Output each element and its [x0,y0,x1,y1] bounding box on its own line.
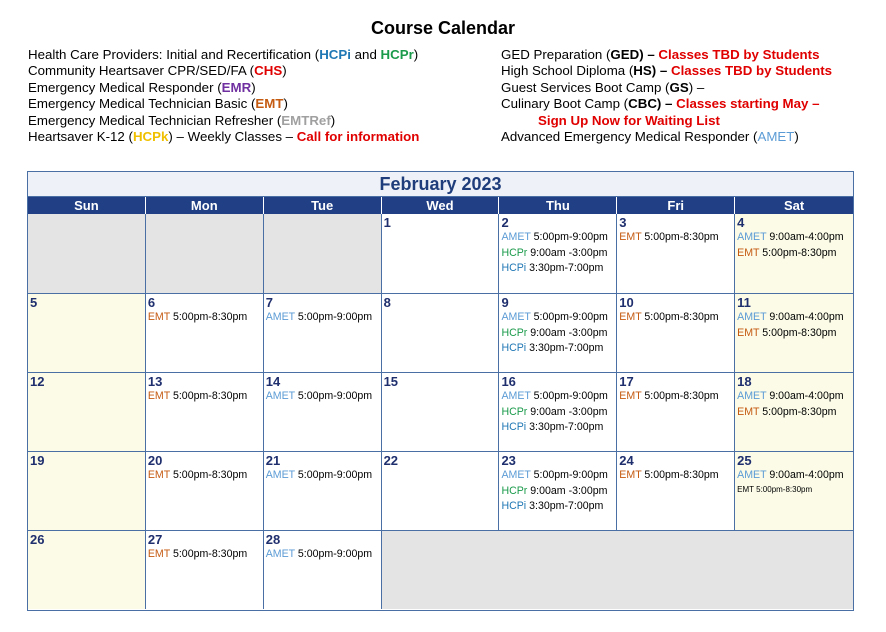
class-event [619,310,732,326]
class-event [737,468,851,484]
class-time: 5:00pm-9:00pm [294,311,373,323]
legend-item: Community Heartsaver CPR/SED/FA (CHS) [28,63,287,79]
legend-item: High School Diploma (HS) – Classes TBD by Students [501,63,833,79]
calendar-day [617,452,735,530]
calendar-day [264,214,382,293]
class-time: 5:00pm-8:30pm [759,246,837,259]
class-time: 5:00pm-8:30pm [759,326,837,339]
course-code: EMT [147,311,171,323]
calendar-day [617,294,735,372]
course-code: GED [610,47,640,62]
calendar-day [499,373,617,451]
class-time: 5:00pm-9:00pm [530,469,608,481]
calendar-week [28,451,853,530]
day-number: 10 [619,295,634,310]
day-number: 20 [147,453,163,468]
class-event [266,310,379,326]
course-code: EMT [737,246,760,259]
calendar-day [735,452,853,530]
class-time: 9:00am-4:00pm [766,311,844,323]
month-title: February 2023 [28,172,853,197]
course-code: AMET [501,469,531,481]
weekday-label: Wed [382,197,500,214]
class-event [501,405,614,421]
class-event [737,230,851,246]
day-number: 14 [265,374,281,389]
course-code: AMET [501,231,531,243]
calendar-day [28,214,146,293]
class-event [501,484,614,500]
calendar-day [382,373,500,451]
weekday-label: Tue [264,197,382,214]
class-event [266,389,379,405]
course-code: AMET [265,548,295,560]
calendar-day [499,214,617,293]
day-number: 11 [737,295,751,310]
class-event [501,230,614,246]
calendar-day [499,294,617,372]
course-code: AMET [265,390,295,402]
course-code: EMT [619,231,642,243]
legend-note: Call for information [296,128,420,144]
legend-note: Sign Up Now for Waiting List [538,112,720,128]
weekday-label: Sun [28,197,146,214]
course-code: HCPi [501,421,527,434]
calendar-week [28,372,853,451]
legend-item: Advanced Emergency Medical Responder (AMET) [501,128,799,144]
class-time: 5:00pm-8:30pm [170,469,248,481]
class-event [501,326,614,342]
class-event [619,468,732,484]
calendar-day [735,294,853,372]
class-event [501,310,614,326]
calendar-day [382,214,500,293]
course-code: EMT [255,96,284,112]
class-event [737,405,851,421]
class-time: 5:00pm-8:30pm [641,390,719,402]
day-number: 7 [265,295,273,310]
course-code: EMR [221,79,252,95]
course-code: AMET [737,311,767,323]
course-code: CHS [254,63,283,79]
class-event [501,499,614,515]
class-time: 9:00am-4:00pm [766,469,844,481]
legend-item: Emergency Medical Technician Refresher (EMTRef) [28,112,336,128]
legend-item: Guest Services Boot Camp (GS) – [501,79,705,95]
legend-item: Heartsaver K-12 (HCPk) – Weekly Classes – Call for information [28,128,420,144]
class-event [148,310,261,326]
day-number: 6 [147,295,156,310]
weekday-label: Sat [783,198,805,213]
course-code: EMT [737,326,760,339]
class-time: 5:00pm-9:00pm [530,231,608,243]
calendar-day [28,531,146,609]
class-time: 5:00pm-8:30pm [641,469,719,481]
legend-item: Culinary Boot Camp (CBC) – Classes starting May – [501,96,820,112]
calendar-day [146,214,264,293]
calendar-day [617,373,735,451]
class-event [266,547,379,563]
calendar-day [382,452,500,530]
class-time: 9:00am -3:00pm [527,405,608,418]
course-code: GS [669,79,689,95]
class-time: 9:00am -3:00pm [527,484,608,497]
weekday-label: Fri [617,197,735,214]
class-event [148,389,261,405]
day-number: 17 [619,374,634,389]
class-time: 5:00pm-8:30pm [641,311,719,323]
course-code: EMT [619,469,642,481]
class-time: 5:00pm-9:00pm [530,390,608,402]
course-code: HCPi [501,262,527,275]
class-time: 5:00pm-9:00pm [530,311,608,323]
course-code: HCPr [501,326,528,339]
class-time: 3:30pm-7:00pm [526,342,604,355]
course-code: EMT [619,390,642,402]
legend-item: Emergency Medical Technician Basic (EMT) [28,96,288,112]
legend-item [501,113,832,129]
day-number: 28 [265,532,281,547]
class-event [737,389,851,405]
calendar-day [28,452,146,530]
legend-left [28,47,419,145]
course-code: EMT [147,548,171,560]
day-number: 21 [265,453,281,468]
class-time: 5:00pm-8:30pm [641,231,719,243]
course-code: HCPr [501,405,528,418]
class-time: 5:00pm-8:30pm [759,405,837,418]
day-number: 9 [501,295,509,310]
class-event [148,468,261,484]
course-code: HCPr [501,484,528,497]
class-event [501,261,614,277]
course-code: AMET [501,390,531,402]
calendar-day [146,531,264,609]
day-number: 12 [30,374,45,389]
day-number: 26 [30,532,45,547]
calendar-week [28,293,853,372]
calendar-day [264,294,382,372]
calendar-day [499,452,617,530]
calendar-day [382,294,500,372]
class-event [737,246,851,262]
calendar-blank [382,531,853,609]
course-code: HCPi [501,500,527,513]
legend-item: Emergency Medical Responder (EMR) [28,79,256,95]
course-code: EMTRef [281,112,331,128]
class-time: 5:00pm-8:30pm [170,390,248,402]
day-number: 24 [619,453,634,468]
class-time: 5:00pm-9:00pm [294,548,373,560]
day-number: 18 [737,374,752,389]
course-code: EMT [147,469,171,481]
calendar-week [28,530,853,609]
course-code: AMET [501,311,531,323]
day-number: 23 [501,453,516,468]
class-event [619,389,732,405]
calendar-day [735,373,853,451]
course-code: HS [633,63,652,79]
course-code: EMT [147,390,171,402]
class-event [737,310,851,326]
legend-right [501,47,832,145]
class-event [619,230,732,246]
calendar-day [735,214,853,293]
calendar-day [146,452,264,530]
class-event [501,341,614,357]
course-code: AMET [737,390,767,402]
course-code: HCPr [380,47,414,62]
course-code: HCPi [319,47,351,62]
course-code: HCPr [501,246,528,259]
class-time: 9:00am-4:00pm [766,390,844,402]
calendar-grid [28,214,853,609]
calendar-day [146,294,264,372]
class-event [501,468,614,484]
legend-note: Classes starting May – [676,96,820,112]
class-time: 3:30pm-7:00pm [526,500,604,513]
weekday-label: Thu [499,197,617,214]
calendar-day [28,294,146,372]
day-number: 13 [147,374,163,389]
class-event [737,326,851,342]
day-number: 15 [383,374,399,389]
class-time: 9:00am-4:00pm [766,231,844,243]
class-event: EMT 5:00pm-8:30pm [737,484,813,494]
day-number: 1 [383,215,391,230]
day-number: 25 [737,453,752,468]
day-number: 22 [383,453,399,468]
course-code: CBC [628,96,657,112]
calendar-day [264,373,382,451]
legend-note: Classes TBD by Students [671,63,833,79]
legend-item: Health Care Providers: Initial and Recertification (HCPi and HCPr) [28,47,419,62]
class-event [266,468,379,484]
calendar-week [28,214,853,293]
calendar [27,171,854,611]
calendar-day [264,531,382,609]
calendar-day [28,373,146,451]
day-number: 27 [147,532,163,547]
legend-note: Classes TBD by Students [658,47,820,62]
class-event [501,389,614,405]
day-number: 16 [501,374,516,389]
weekday-header [28,197,853,214]
class-time: 5:00pm-9:00pm [294,469,373,481]
class-event [148,547,261,563]
page-title: Course Calendar [370,18,516,38]
course-code: EMT [737,405,760,418]
day-number: 5 [30,295,38,310]
course-code: AMET [757,128,795,144]
calendar-day [146,373,264,451]
class-event [501,246,614,262]
class-time: 3:30pm-7:00pm [526,421,604,434]
calendar-day [264,452,382,530]
course-code: HCPi [501,342,527,355]
day-number: 2 [501,215,509,230]
calendar-day [617,214,735,293]
class-time: 5:00pm-9:00pm [294,390,373,402]
course-code: HCPk [132,128,169,144]
class-time: 9:00am -3:00pm [527,246,608,259]
course-code: EMT [619,311,642,323]
class-time: 5:00pm-8:30pm [170,548,248,560]
course-code: AMET [265,311,295,323]
course-code: AMET [737,231,767,243]
day-number: 3 [619,215,627,230]
day-number: 4 [737,215,745,230]
class-time: 3:30pm-7:00pm [526,262,604,275]
course-code: AMET [737,469,767,481]
class-time: 5:00pm-8:30pm [170,311,248,323]
legend-item: GED Preparation (GED) – Classes TBD by Students [501,47,820,62]
day-number: 8 [383,295,391,310]
class-time: 9:00am -3:00pm [527,326,608,339]
weekday-label: Mon [146,197,264,214]
course-code: AMET [265,469,295,481]
day-number: 19 [30,453,45,468]
class-event [501,420,614,436]
